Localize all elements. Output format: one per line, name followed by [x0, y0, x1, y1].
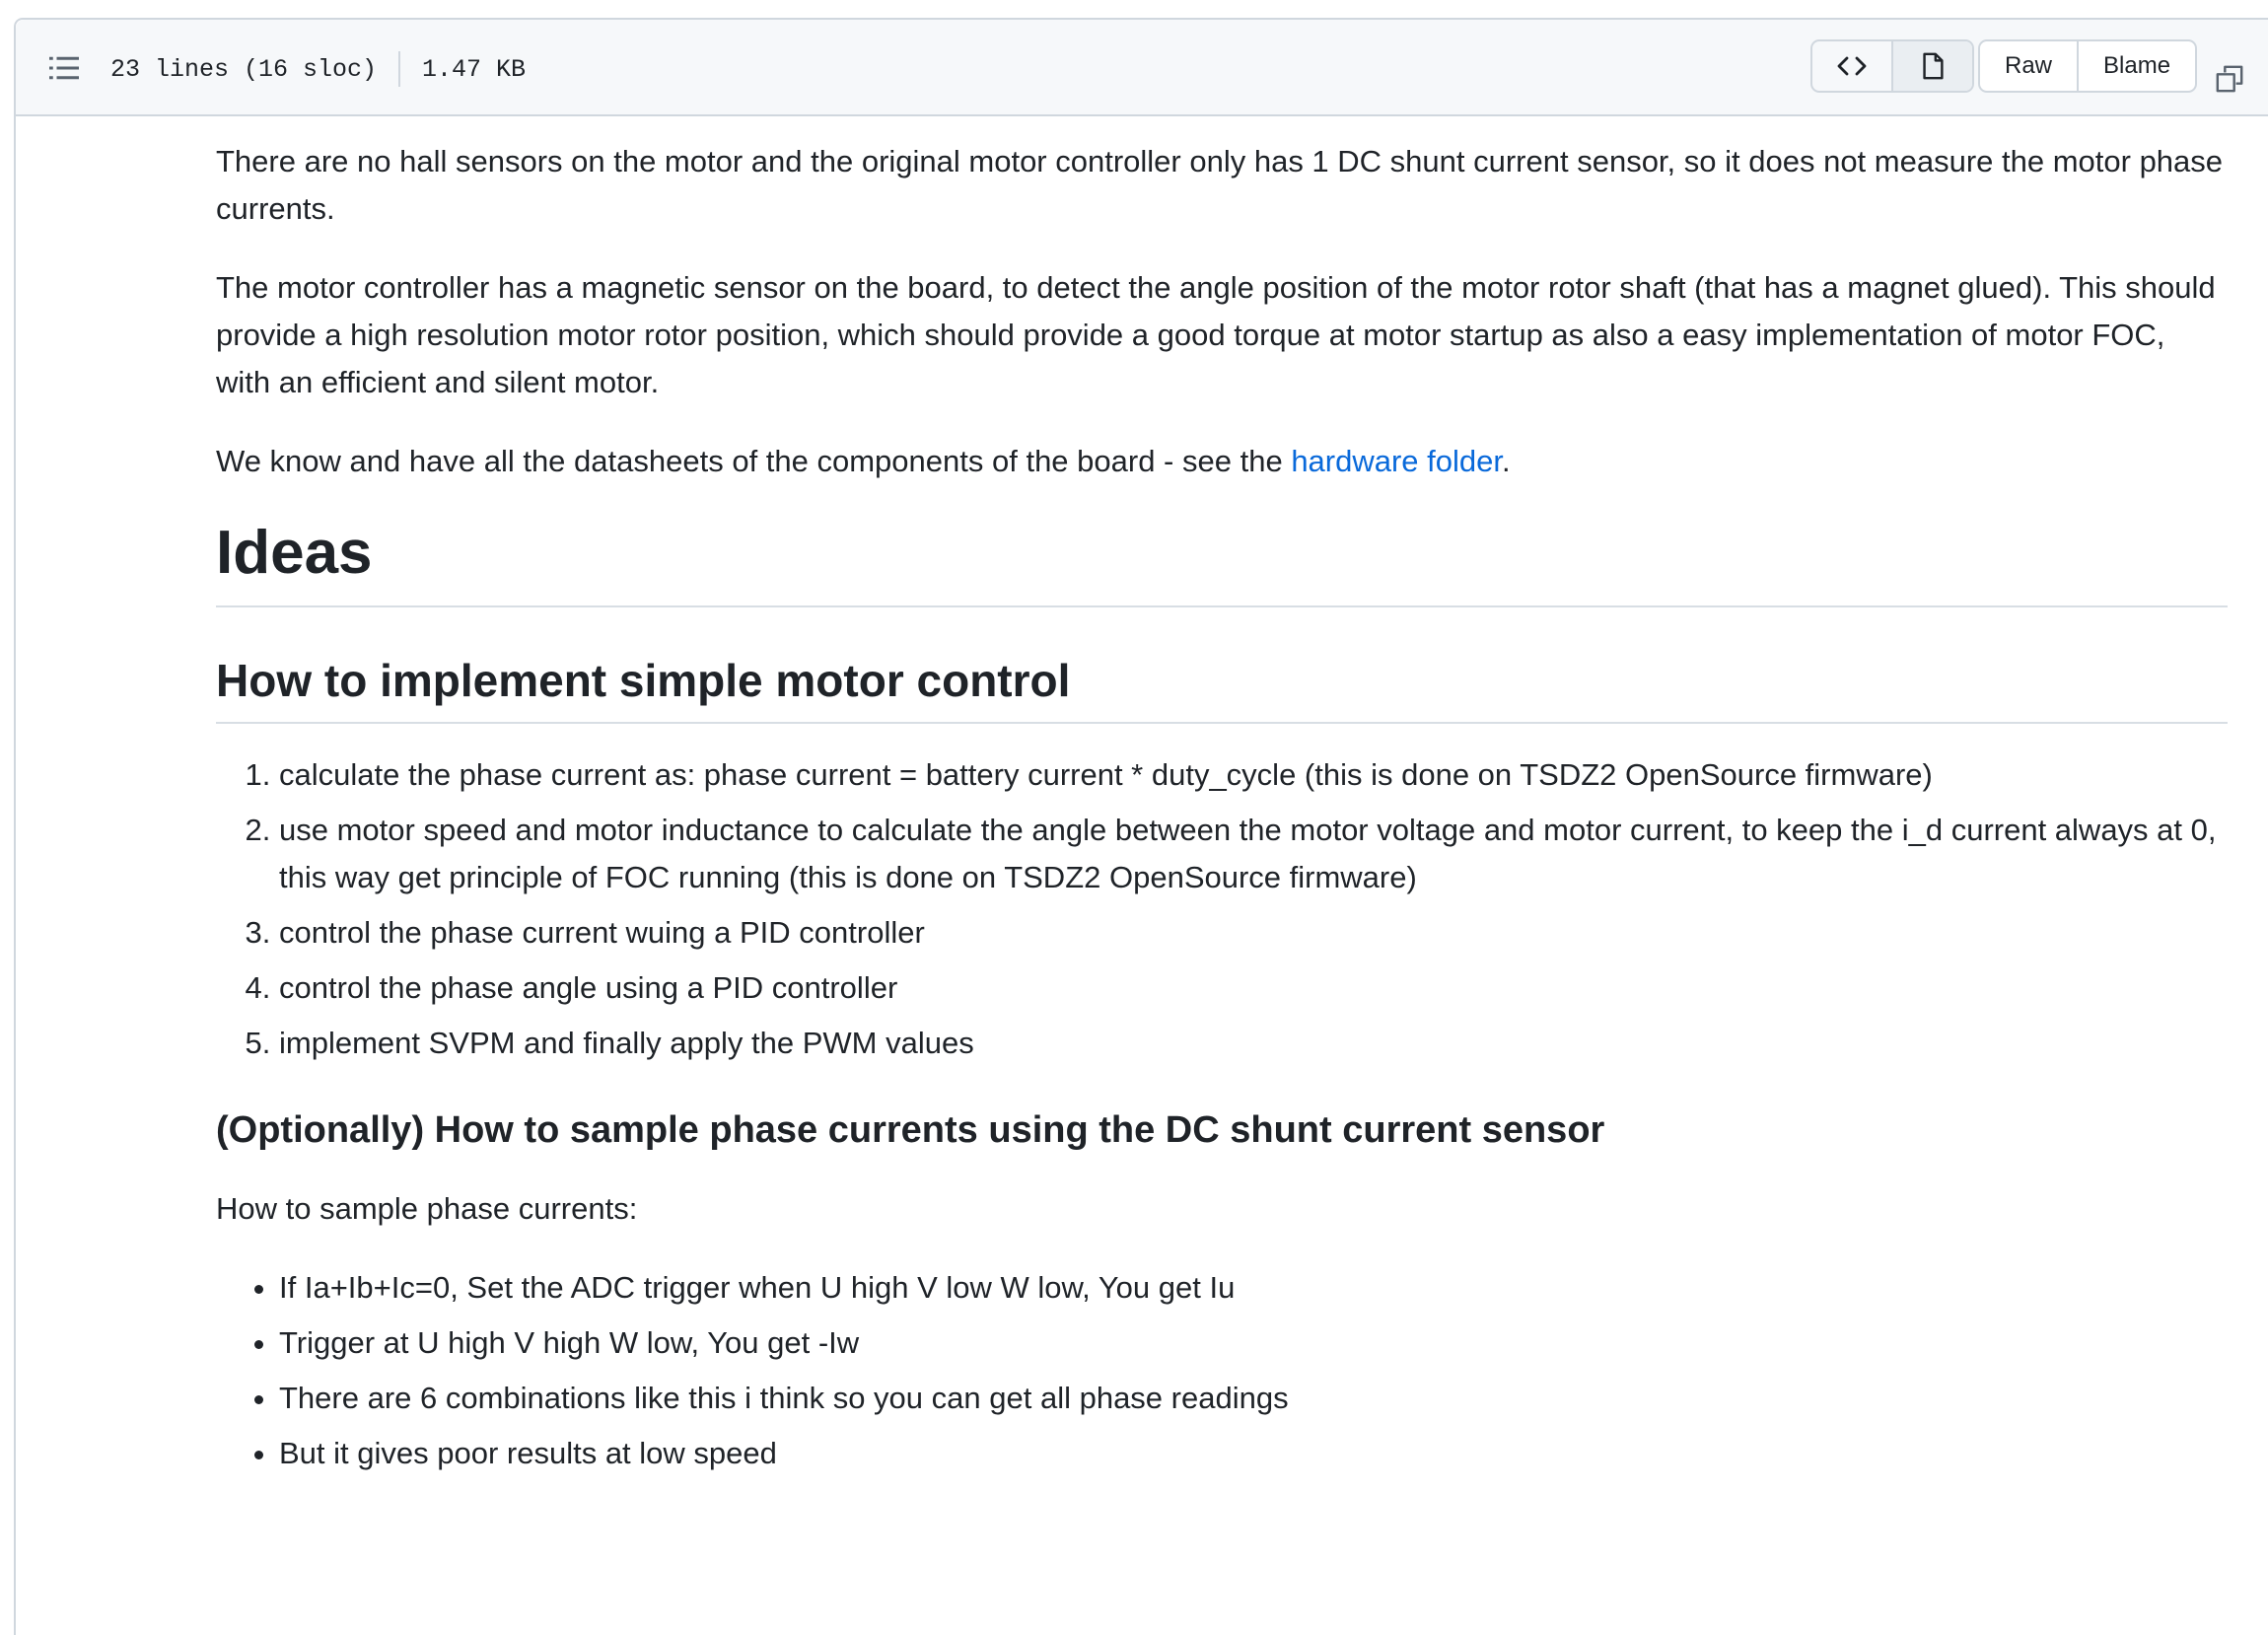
- paragraph-1: There are no hall sensors on the motor and the original motor controller only has 1 DC shunt current sensor, so it does not measure the motor phase currents.: [216, 144, 2224, 226]
- heading-motor-control: How to implement simple motor control: [216, 653, 2228, 724]
- file-actions: [1978, 39, 2197, 93]
- file-header: [16, 20, 2268, 116]
- info-divider: [398, 51, 400, 87]
- list-item: 5. implement SVPM and finally apply the PWM values: [279, 1020, 2228, 1067]
- paragraph-3-text: We know and have all the datasheets of the components of the board - see the: [216, 444, 1292, 478]
- list-item: 1. calculate the phase current as: phase current = battery current * duty_cycle (this is done on TSDZ2 OpenSource firmware): [279, 751, 2228, 799]
- raw-button[interactable]: Raw: [2005, 52, 2053, 79]
- view-toggle: [1810, 39, 1974, 93]
- paragraph-3: [216, 438, 2228, 485]
- hardware-folder-link[interactable]: hardware folder: [1291, 444, 1502, 478]
- file-info: [110, 51, 526, 87]
- list-item: • Trigger at U high V high W low, You get -Iw: [279, 1319, 2228, 1367]
- heading-sampling: (Optionally) How to sample phase currents using the DC shunt current sensor: [216, 1109, 1605, 1151]
- list-item: • There are 6 combinations like this i think so you can get all phase readings: [279, 1375, 2228, 1422]
- paragraph-4: How to sample phase currents:: [216, 1191, 638, 1226]
- code-icon: [1836, 50, 1868, 82]
- list-item: 2. use motor speed and motor inductance to calculate the angle between the motor voltage and motor current, to keep the i_d current always at 0, this way get principle of FOC running (this is done on TSDZ2 OpenSource firmware): [279, 807, 2228, 901]
- paragraph-2: The motor controller has a magnetic sensor on the board, to detect the angle position of the motor rotor shaft (that has a magnet glued). This should provide a high resolution motor rotor position, which should provide a good torque at motor startup as also a easy implementation of motor FOC, with an efficient and silent motor.: [216, 270, 2216, 399]
- outline-list-icon[interactable]: [49, 53, 79, 83]
- list-item: 3. control the phase current wuing a PID controller: [279, 909, 2228, 957]
- file-size: 1.47 KB: [422, 54, 527, 84]
- list-item: • If Ia+Ib+Ic=0, Set the ADC trigger when U high V low W low, You get Iu: [279, 1264, 2228, 1312]
- list-item: • But it gives poor results at low speed: [279, 1430, 2228, 1477]
- sampling-list: [216, 1264, 2228, 1477]
- list-item: 4. control the phase angle using a PID controller: [279, 964, 2228, 1012]
- preview-view-button[interactable]: [1891, 41, 1972, 91]
- steps-list: [216, 751, 2228, 1067]
- blame-button[interactable]: Blame: [2077, 41, 2195, 91]
- paragraph-3-end: .: [1502, 444, 1511, 478]
- code-view-button[interactable]: [1812, 41, 1891, 91]
- file-view: [14, 18, 2268, 1635]
- line-count: 23 lines (16 sloc): [110, 54, 378, 84]
- file-icon: [1918, 50, 1948, 82]
- markdown-body: [216, 138, 2228, 1485]
- heading-ideas: Ideas: [216, 517, 2228, 607]
- copy-icon[interactable]: [2215, 63, 2244, 95]
